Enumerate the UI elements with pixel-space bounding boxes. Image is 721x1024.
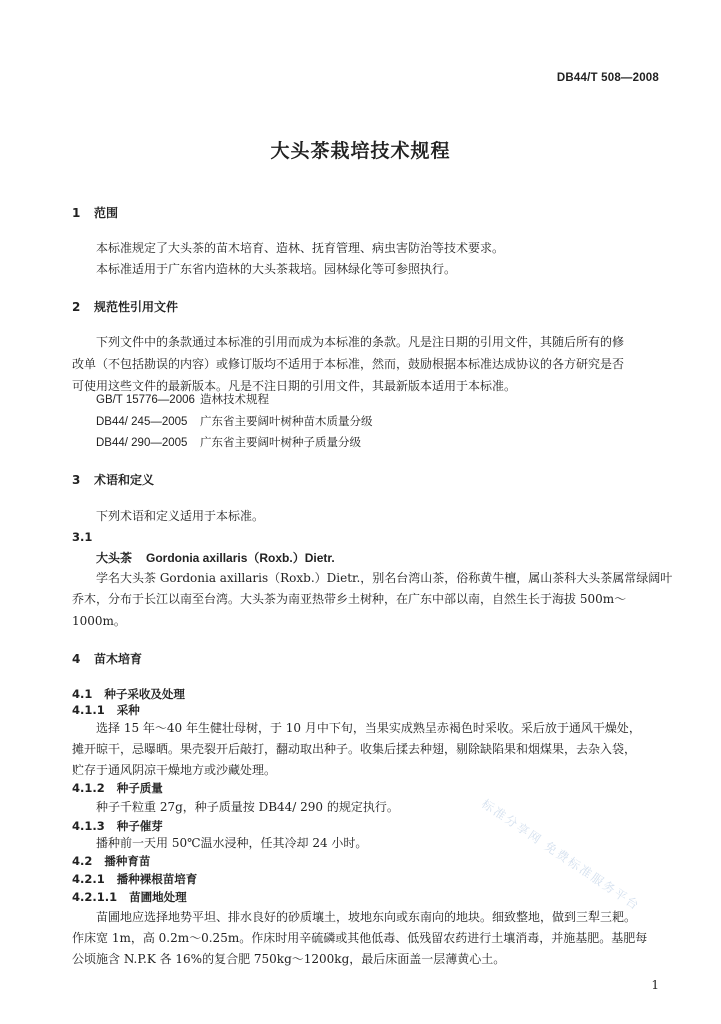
reference-name: 造林技术规程 (200, 392, 269, 406)
standard-number: DB44/T 508—2008 (556, 72, 659, 84)
section-4-heading (72, 650, 142, 667)
subsection-title: 种子质量 (116, 781, 163, 795)
reference-name: 广东省主要阔叶树种苗木质量分级 (200, 414, 373, 428)
section-1-line: 本标准适用于广东省内造林的大头茶栽培。园林绿化等可参照执行。 (96, 262, 457, 276)
paragraph-line: 种子千粒重 27g，种子质量按 DB44/ 290 的规定执行。 (96, 800, 399, 814)
section-title: 规范性引用文件 (94, 300, 179, 314)
reference-name: 广东省主要阔叶树种子质量分级 (200, 435, 361, 449)
reference-item (96, 413, 373, 429)
paragraph-line: 下列文件中的条款通过本标准的引用而成为本标准的条款。凡是注日期的引用文件，其随后所有的修 (96, 335, 625, 349)
subsection-number: 4.2.1.1 (72, 890, 118, 904)
section-number: 4 (72, 652, 81, 666)
subsection-title: 种子采收及处理 (104, 687, 185, 701)
paragraph-line: 摊开晾干，忌曝晒。果壳裂开后敲打，翻动取出种子。收集后揉去种翅，剔除缺陷果和烟煤果，去杂入袋， (72, 742, 637, 756)
term-latin: Gordonia axillaris（Roxb.）Dietr. (146, 551, 335, 565)
section-title: 苗木培育 (94, 652, 143, 666)
subsection-number: 4.1 (72, 687, 93, 701)
reference-item (96, 434, 361, 450)
definition-line: 1000m。 (72, 614, 126, 628)
section-3-heading (72, 471, 154, 488)
subsection-heading (72, 889, 187, 905)
paragraph-line: 作床宽 1m，高 0.2m～0.25m。作床时用辛硫磷或其他低毒、低残留农药进行土壤消毒，并施基肥。基肥每 (72, 931, 648, 945)
term-chinese: 大头茶 (96, 551, 133, 565)
paragraph-line: 苗圃地应选择地势平坦、排水良好的砂质壤土，坡地东向或东南向的地块。细致整地，做到三犁三耙。 (96, 910, 637, 924)
reference-code: DB44/ 245—2005 (96, 416, 188, 428)
subsection-heading (72, 871, 197, 887)
paragraph-line: 选择 15 年～40 年生健壮母树，于 10 月中下旬，当果实成熟呈赤褐色时采收。采后放于通风干燥处， (96, 721, 641, 735)
section-2-heading (72, 298, 178, 315)
section-title: 范围 (94, 206, 119, 220)
term-entry (96, 549, 335, 566)
page-title: 大头茶栽培技术规程 (270, 140, 451, 162)
subsection-title: 种子催芽 (116, 819, 163, 833)
subsection-number: 4.2.1 (72, 872, 105, 886)
section-number: 2 (72, 300, 81, 314)
paragraph-line: 贮存于通风阴凉干燥地方或沙藏处理。 (72, 763, 277, 777)
subsection-heading (72, 853, 150, 869)
watermark: 标准分享网 免费标准服务平台 (479, 796, 643, 914)
term-number: 3.1 (72, 530, 93, 544)
paragraph-line: 公顷施含 N.P.K 各 16%的复合肥 750kg～1200kg，最后床面盖一层薄黄心土。 (72, 952, 506, 966)
paragraph-line: 播种前一天用 50℃温水浸种，任其冷却 24 小时。 (96, 836, 368, 850)
page-number: 1 (651, 978, 659, 992)
subsection-number: 4.2 (72, 854, 93, 868)
subsection-heading (72, 702, 140, 718)
subsection-heading (72, 686, 185, 702)
definition-line: 乔木，分布于长江以南至台湾。大头茶为南亚热带乡土树种，在广东中部以南，自然生长于海拔 500m～ (72, 592, 627, 606)
subsection-title: 苗圃地处理 (129, 890, 187, 904)
subsection-number: 4.1.2 (72, 781, 105, 795)
paragraph-line: 改单（不包括勘误的内容）或修订版均不适用于本标准，然而，鼓励根据本标准达成协议的各方研究是否 (72, 357, 625, 371)
reference-item (96, 391, 269, 407)
section-number: 1 (72, 206, 81, 220)
subsection-title: 播种裸根苗培育 (116, 872, 198, 886)
section-number: 3 (72, 473, 81, 487)
subsection-heading (72, 818, 163, 834)
reference-code: GB/T 15776—2006 (96, 394, 195, 406)
section-1-heading (72, 204, 118, 221)
subsection-number: 4.1.1 (72, 703, 105, 717)
definition-line: 学名大头茶 Gordonia axillaris（Roxb.）Dietr.，别名台湾山茶，俗称黄牛檀，属山茶科大头茶属常绿阔叶 (96, 571, 673, 585)
subsection-title: 播种育苗 (104, 854, 151, 868)
reference-code: DB44/ 290—2005 (96, 437, 188, 449)
subsection-number: 4.1.3 (72, 819, 105, 833)
subsection-title: 采种 (116, 703, 140, 717)
section-3-intro: 下列术语和定义适用于本标准。 (96, 509, 265, 523)
subsection-heading (72, 780, 163, 796)
section-title: 术语和定义 (94, 473, 155, 487)
section-1-line: 本标准规定了大头茶的苗木培育、造林、抚育管理、病虫害防治等技术要求。 (96, 241, 505, 255)
paragraph-line: 可使用这些文件的最新版本。凡是不注日期的引用文件，其最新版本适用于本标准。 (72, 379, 517, 393)
